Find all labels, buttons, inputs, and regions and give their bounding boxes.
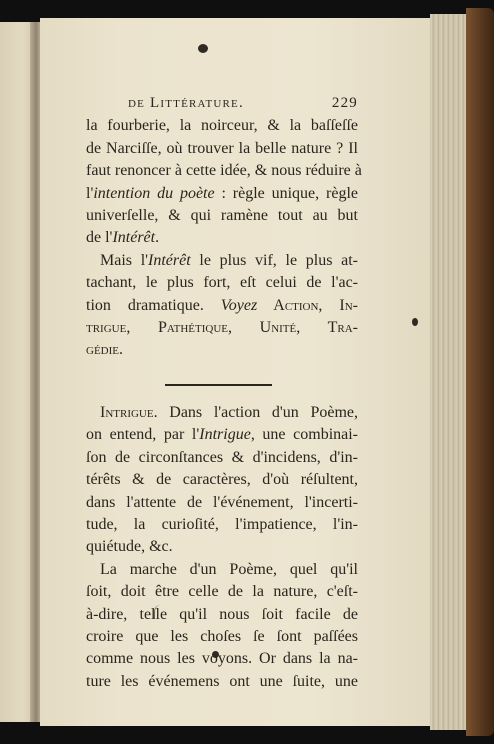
text-line: de Narciſſe, où trouver la belle nature ? Il — [86, 139, 358, 157]
text-line: comme nous les voyons. Or dans la na- — [86, 650, 358, 668]
paragraph — [86, 559, 358, 693]
text-line: ſon de circonſtances & d'incidens, d'in- — [86, 448, 358, 466]
text-line: l'intention du poète : règle unique, règle — [86, 184, 358, 202]
running-title: de Littérature. — [128, 95, 244, 111]
paragraph — [86, 250, 358, 362]
text-line: tion dramatique. Voyez Action, In- — [86, 296, 358, 314]
page-header — [86, 92, 358, 114]
text-line: Intrigue. Dans l'action d'un Poème, — [100, 403, 358, 421]
text-line: trigue, Pathétique, Unité, Tra- — [86, 319, 358, 337]
page-edges — [430, 14, 470, 730]
text-line: tachant, le plus fort, eſt celui de l'ac- — [86, 274, 358, 292]
text-line: ſoit, doit être celle de la nature, c'eſt- — [86, 583, 358, 601]
text-line: à-dire, telle qu'il nous ſoit facile de — [86, 605, 358, 623]
paragraph — [86, 115, 362, 249]
text-line: de l'Intérêt. — [86, 229, 160, 247]
text-line: Mais l'Intérêt le plus vif, le plus at- — [100, 251, 358, 269]
text-line: ture les événemens ont une ſuite, une — [86, 672, 358, 690]
text-line: quiétude, &c. — [86, 538, 173, 556]
text-line: croire que les choſes ſe ſont paſſées — [86, 627, 358, 645]
page-text — [86, 92, 362, 693]
text-line: faut renoncer à cette idée, & nous réduire à — [86, 162, 362, 180]
text-line: univerſelle, & qui ramène tout au but — [86, 207, 358, 225]
text-line: La marche d'un Poème, quel qu'il — [100, 560, 358, 578]
text-line: dans l'attente de l'événement, l'incerti- — [86, 493, 358, 511]
text-line: gédie. — [86, 341, 123, 359]
section-rule — [165, 384, 272, 386]
foxing-spot — [198, 44, 208, 53]
text-line: la fourberie, la noirceur, & la baſſeſſe — [86, 117, 358, 135]
text-line: térêts & de caractères, d'où réſultent, — [86, 471, 358, 489]
book-cover — [466, 8, 494, 736]
paragraph — [86, 402, 358, 559]
page-number: 229 — [331, 95, 358, 111]
text-line: tude, la curioſité, l'impatience, l'in- — [86, 515, 358, 533]
foxing-spot — [412, 318, 418, 326]
text-line: on entend, par l'Intrigue, une combinai- — [86, 426, 359, 444]
